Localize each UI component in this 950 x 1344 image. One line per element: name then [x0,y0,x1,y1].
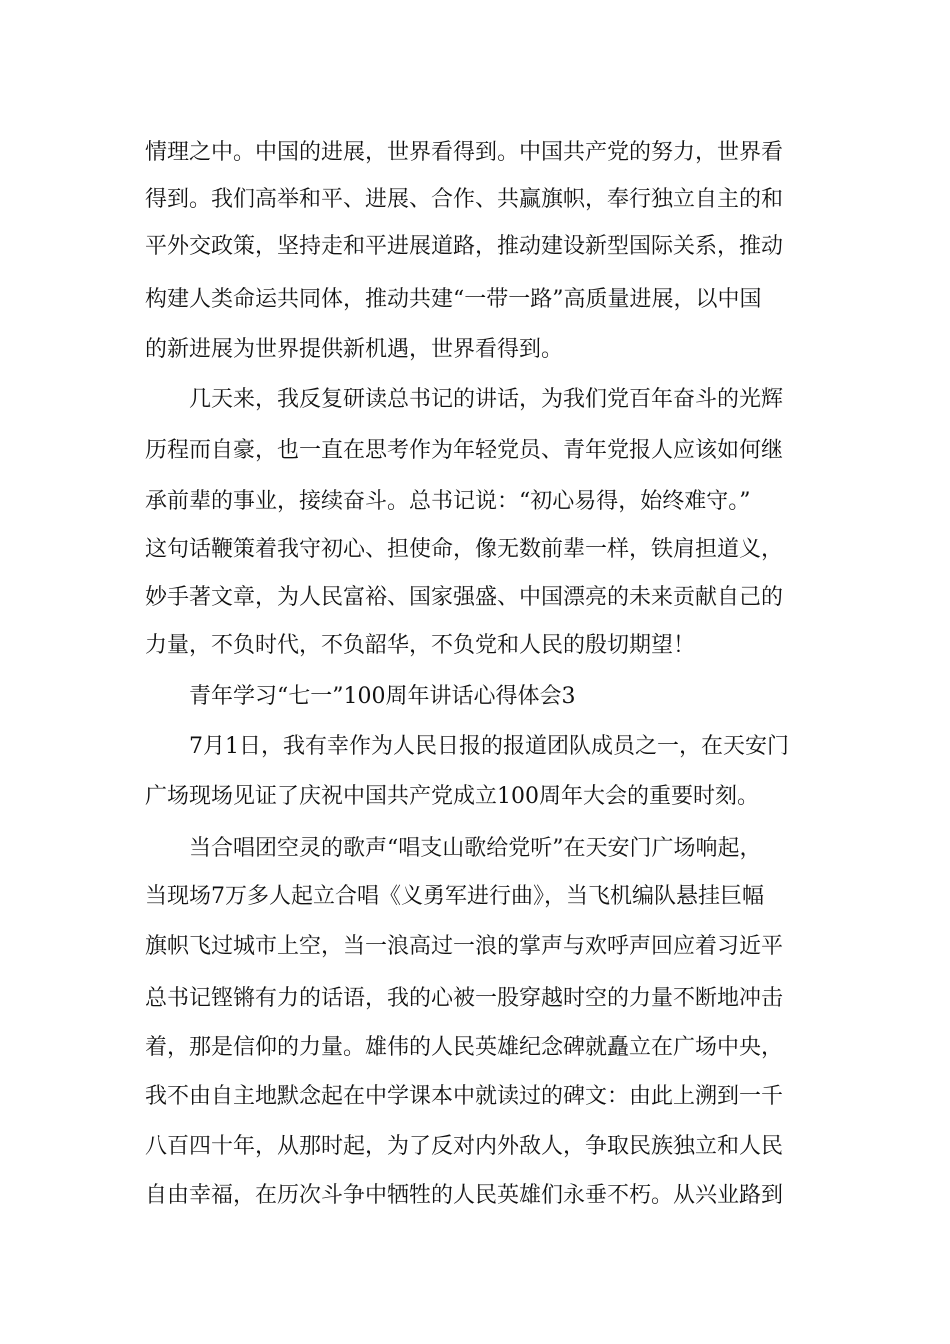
paragraph-line: 自由幸福，在历次斗争中牺牲的人民英雄们永垂不朽。从兴业路到 [145,1183,784,1208]
paragraph-line: 构建人类命运共同体，推动共建“一带一路”高质量进展，以中国 [145,287,762,312]
paragraph-line: 力量，不负时代，不负韶华，不负党和人民的殷切期望！ [145,633,696,658]
paragraph-line: 承前辈的事业，接续奋斗。总书记说：“初心易得，始终难守。” [145,489,751,514]
paragraph-line: 当现场7万多人起立合唱《义勇军进行曲》，当飞机编队悬挂巨幅 [145,884,764,909]
paragraph-line: 的新进展为世界提供新机遇，世界看得到。 [145,337,564,362]
paragraph-line: 历程而自豪，也一直在思考作为年轻党员、青年党报人应该如何继 [145,438,784,463]
paragraph-line: 得到。我们高举和平、进展、合作、共赢旗帜，奉行独立自主的和 [145,187,784,212]
paragraph-line: 八百四十年，从那时起，为了反对内外敌人，争取民族独立和人民 [145,1134,784,1159]
paragraph-line: 平外交政策，坚持走和平进展道路，推动建设新型国际关系，推动 [145,234,784,259]
section-heading: 青年学习“七一”100周年讲话心得体会3 [189,684,576,709]
paragraph-line: 7月1日，我有幸作为人民日报的报道团队成员之一，在天安门 [189,734,789,759]
paragraph-line: 这句话鞭策着我守初心、担使命，像无数前辈一样，铁肩担道义， [145,537,784,562]
paragraph-line: 广场现场见证了庆祝中国共产党成立100周年大会的重要时刻。 [145,784,759,809]
paragraph-line: 我不由自主地默念起在中学课本中就读过的碑文：由此上溯到一千 [145,1084,784,1109]
paragraph-line: 当合唱团空灵的歌声“唱支山歌给党听”在天安门广场响起， [189,836,762,861]
paragraph-line: 着，那是信仰的力量。雄伟的人民英雄纪念碑就矗立在广场中央， [145,1035,784,1060]
paragraph-line: 旗帜飞过城市上空，当一浪高过一浪的掌声与欢呼声回应着习近平 [145,934,784,959]
paragraph-line: 妙手著文章，为人民富裕、国家强盛、中国漂亮的未来贡献自己的 [145,585,784,610]
paragraph-line: 几天来，我反复研读总书记的讲话，为我们党百年奋斗的光辉 [189,387,784,412]
paragraph-line: 总书记铿锵有力的话语，我的心被一股穿越时空的力量不断地冲击 [145,986,784,1011]
paragraph-line: 情理之中。中国的进展，世界看得到。中国共产党的努力，世界看 [145,140,784,165]
